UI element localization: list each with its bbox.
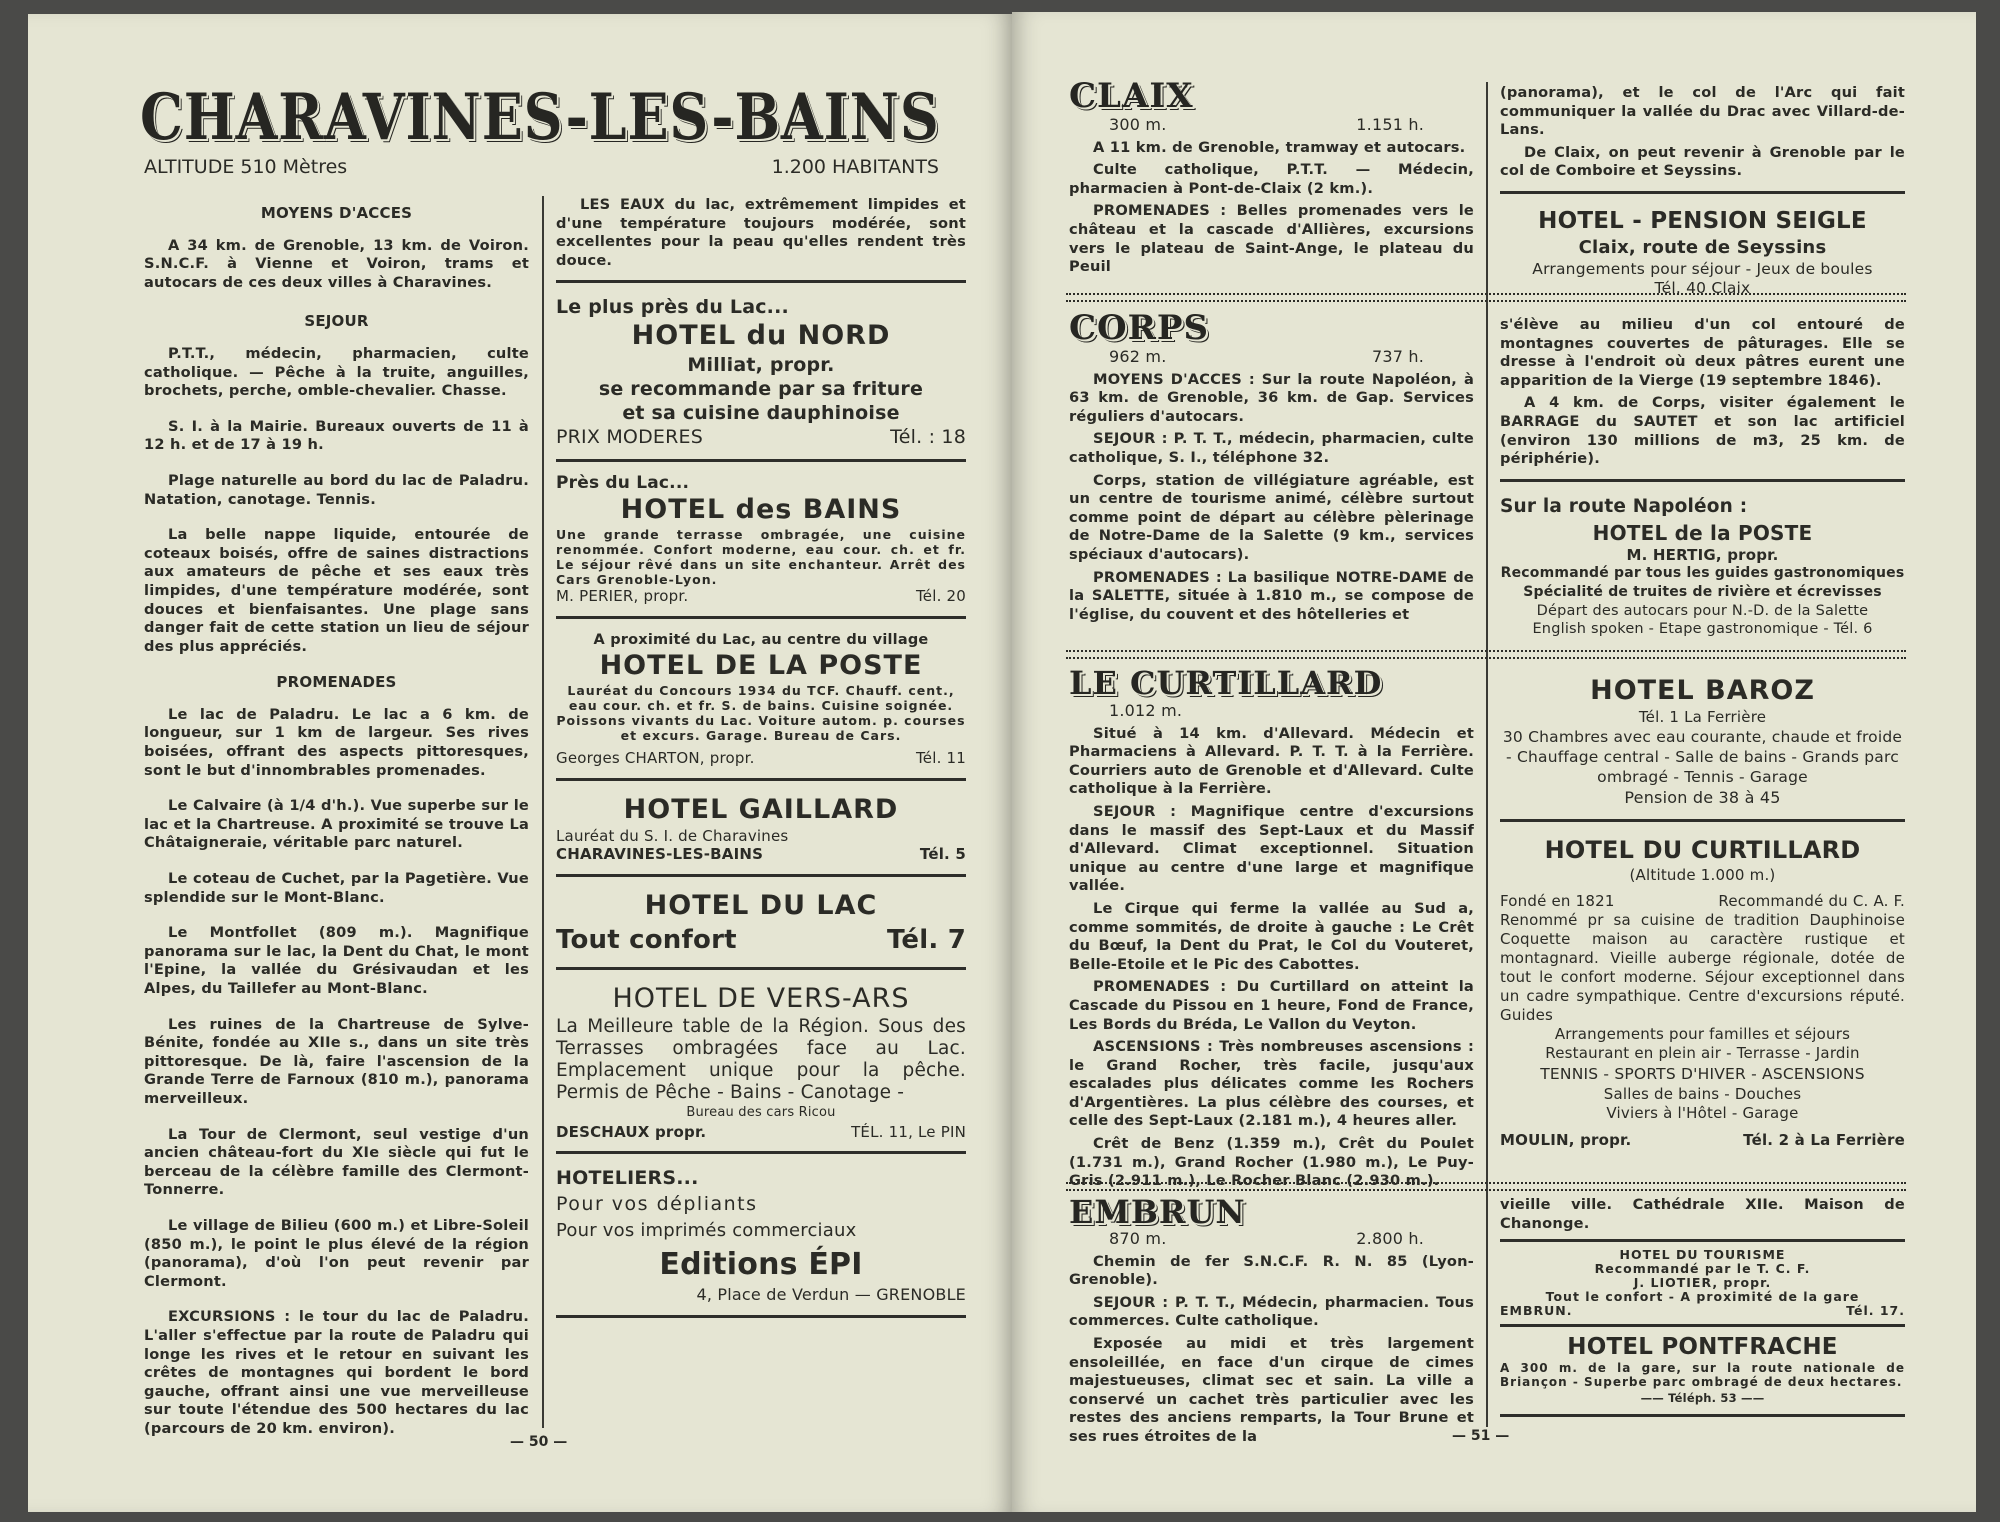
curtillard-ads xyxy=(1500,674,1905,1149)
ad-hotel-name: HOTEL DU LAC xyxy=(644,889,878,921)
ad-hotel-pontfrache xyxy=(1500,1333,1905,1408)
ad-line: Arrangements pour séjour - Jeux de boules xyxy=(1532,259,1873,278)
ad-line: Pour vos imprimés commerciaux xyxy=(556,1220,857,1242)
ad-hotel-du-tourisme xyxy=(1500,1248,1905,1318)
paragraph: SEJOUR : Magnifique centre d'excursions dans le massif des Sept-Laux et du Massif d'Allevard. Climat exceptionnel. Situation unique au centre d'une large et magnifique vallée. xyxy=(1069,802,1474,895)
ad-hotel-de-la-poste xyxy=(556,631,966,768)
ad-tel: TÉL. 11, Le PIN xyxy=(851,1122,966,1141)
hotel-ads-column xyxy=(556,196,966,1330)
altitude: 1.012 m. xyxy=(1109,701,1183,720)
ad-title: HOTELIERS... xyxy=(556,1167,699,1190)
ad-address: 4, Place de Verdun — GRENOBLE xyxy=(696,1285,966,1305)
section-heading: MOYENS D'ACCES xyxy=(260,204,413,222)
ad-line: Spécialité de truites de rivière et écrevisses xyxy=(1523,583,1882,600)
paragraph: La belle nappe liquide, entourée de coteaux boisés, offre de saines distractions aux amateurs de pêche et ses eaux très limpides, d'une température modérée, sont douces et bienfaisantes. Une plage sans danger fait de cette station un lieu de séjour des plus appréciés. xyxy=(144,526,529,655)
ad-tel: Tél. 2 à La Ferrière xyxy=(1743,1130,1905,1149)
ad-tagline: Sur la route Napoléon : xyxy=(1500,495,1748,517)
ad-owner: M. HERTIG, propr. xyxy=(1626,545,1779,564)
paragraph: (panorama), et le col de l'Arc qui fait communiquer la vallée du Drac avec Villard-de-Lans. xyxy=(1500,84,1905,139)
ad-line: se recommande par sa friture xyxy=(598,378,924,401)
paragraph: A 4 km. de Corps, visiter également le BARRAGE du SAUTET et son lac artificiel (environ 130 millions de m3, 25 km. de périphérie). xyxy=(1500,394,1905,468)
embrun-section xyxy=(1069,1194,1474,1451)
town-title: CLAIX xyxy=(1069,76,1194,116)
paragraph: SEJOUR : P. T. T., médecin, pharmacien, culte catholique, S. I., téléphone 32. xyxy=(1069,430,1474,466)
paragraph: LES EAUX du lac, extrêmement limpides et d'une température toujours modérée, sont excellentes pour la peau qu'elles rendent très douce. xyxy=(556,196,966,269)
rule xyxy=(556,967,966,970)
paragraph: MOYENS D'ACCES : Sur la route Napoléon, à 63 km. de Grenoble, 36 km. de Gap. Services réguliers d'autocars. xyxy=(1069,370,1474,425)
title-meta xyxy=(144,156,939,178)
rule xyxy=(1500,479,1905,482)
town-title: EMBRUN xyxy=(1069,1193,1246,1231)
ad-hotel-name: HOTEL DE LA POSTE xyxy=(599,650,923,682)
rule xyxy=(1500,1239,1905,1242)
inhabitants: 2.800 h. xyxy=(1356,1229,1424,1248)
ad-place: CHARAVINES-LES-BAINS xyxy=(556,845,764,864)
paragraph: ASCENSIONS : Très nombreuses ascensions : le Grand Rocher, très facile, jusqu'aux escalades plus délicates comme les Rochers d'Argentières. La plus célèbre des courses, et celle des Sept-Laux (2.181 m.), 4 heures aller. xyxy=(1069,1038,1474,1130)
ad-description: A 300 m. de la gare, sur la route nationale de Briançon - Superbe parc ombragé de deux hectares. xyxy=(1500,1361,1905,1390)
paragraph: Chemin de fer S.N.C.F. R. N. 85 (Lyon-Grenoble). xyxy=(1069,1252,1474,1289)
paragraph: Situé à 14 km. d'Allevard. Médecin et Pharmaciens à Allevard. P. T. T. à la Ferrière. Courriers auto de Grenoble et d'Allevard. Culte catholique à la Ferrière. xyxy=(1069,724,1474,798)
altitude: ALTITUDE 510 Mètres xyxy=(144,156,348,178)
ad-hotel-name: HOTEL - PENSION SEIGLE xyxy=(1538,207,1867,234)
ad-owner: J. LIOTIER, propr. xyxy=(1633,1275,1772,1291)
ad-tel: Tél. : 18 xyxy=(890,426,966,449)
paragraph: Le lac de Paladru. Le lac a 6 km. de longueur, sur 1 km de largeur. Ses rives boisées, offrant des aspects pittoresques, sont le but d'innombrables promenades. xyxy=(144,705,529,779)
ad-owner: M. PERIER, propr. xyxy=(556,586,689,605)
ad-hotel-name: HOTEL GAILLARD xyxy=(623,793,899,825)
ad-line: Départ des autocars pour N.-D. de la Salette xyxy=(1536,602,1869,619)
ad-owner: MOULIN, propr. xyxy=(1500,1130,1632,1149)
rule xyxy=(556,1151,966,1154)
column-divider xyxy=(1486,82,1488,1427)
ad-line: Tout le confort - A proximité de la gare xyxy=(1545,1289,1860,1305)
altitude: 870 m. xyxy=(1109,1229,1167,1248)
ad-hotel-de-la-poste-corps xyxy=(1500,494,1905,639)
ad-hotel-name: HOTEL de la POSTE xyxy=(1592,520,1813,545)
ad-tel: Tél. 20 xyxy=(915,586,966,605)
ad-prices: PRIX MODERES xyxy=(556,426,703,449)
paragraph: PROMENADES : La basilique NOTRE-DAME de la SALETTE, située à 1.810 m., se compose de l'église, du couvent et des hôtelleries et xyxy=(1069,568,1474,623)
ad-description: Lauréat du Concours 1934 du TCF. Chauff. cent., eau cour. ch. et fr. S. de bains. Cuisine soignée. Poissons vivants du Lac. Voiture autom. p. courses et excurs. Garage. Bureau de Cars. xyxy=(556,683,966,744)
ad-line: Recommandé par le T. C. F. xyxy=(1594,1261,1811,1277)
rule xyxy=(556,616,966,619)
ad-line: Tout confort xyxy=(556,924,737,955)
rule xyxy=(556,280,966,283)
paragraph: Plage naturelle au bord du lac de Paladru. Natation, canotage. Tennis. xyxy=(144,471,529,508)
rule xyxy=(1500,1324,1905,1327)
embrun-continued xyxy=(1500,1196,1905,1423)
ad-hotel-name: HOTEL DE VERS-ARS xyxy=(612,982,910,1014)
ad-hotel-gaillard xyxy=(556,793,966,864)
ad-hotel-pension-seigle xyxy=(1500,206,1905,297)
ad-description: La Meilleure table de la Région. Sous des Terrasses ombragées face au Lac. Emplacement unique pour la pêche. Permis de Pêche - Bains - Canotage - xyxy=(556,1015,966,1103)
altitude: 962 m. xyxy=(1109,347,1167,366)
ad-hotel-name: HOTEL BAROZ xyxy=(1590,675,1815,706)
page-number: — 51 — xyxy=(1452,1428,1510,1444)
inhabitants: 737 h. xyxy=(1371,347,1424,366)
rule xyxy=(1500,819,1905,822)
ad-editions-epi xyxy=(556,1166,966,1305)
paragraph: PROMENADES : Belles promenades vers le château et la cascade d'Allières, excursions vers le plateau de Saint-Ange, le plateau du Peuil xyxy=(1069,202,1474,276)
ad-tel: Tél. 17. xyxy=(1846,1303,1905,1319)
ad-hotel-du-nord xyxy=(556,295,966,449)
ad-tel: Tél. 1 La Ferrière xyxy=(1638,708,1767,726)
paragraph: Les ruines de la Chartreuse de Sylve-Bénite, fondée au XIIe s., dans un site très pittoresque. De là, faire l'ascension de la Grande Terre de Farnoux (810 m.), panorama merveilleux. xyxy=(144,1015,529,1107)
ad-hotel-name: HOTEL PONTFRACHE xyxy=(1567,1334,1838,1361)
paragraph: Le Cirque qui ferme la vallée au Sud a, comme sommités, de droite à gauche : Le Crêt du Bœuf, la Dent du Prat, le Col du Vouteret, Belle-Etoile et le Pic des Cabottes. xyxy=(1069,899,1474,973)
section-heading: SEJOUR xyxy=(304,312,369,331)
ad-line: Lauréat du S. I. de Charavines xyxy=(556,826,789,845)
ad-line: Viviers à l'Hôtel - Garage xyxy=(1606,1103,1799,1122)
paragraph: s'élève au milieu d'un col entouré de montagnes couvertes de pâturages. Elle se dresse à l'endroit où deux pâtres eurent une apparition de la Vierge (19 septembre 1846). xyxy=(1500,316,1905,389)
ad-place: EMBRUN. xyxy=(1500,1303,1573,1319)
ad-pension: Pension de 38 à 45 xyxy=(1624,787,1781,807)
rule xyxy=(556,459,966,462)
rule xyxy=(1500,191,1905,194)
corps-continued xyxy=(1500,316,1905,639)
claix-continued xyxy=(1500,84,1905,297)
ad-hotel-de-vers-ars xyxy=(556,982,966,1141)
charavines-text-column xyxy=(144,196,529,1455)
ad-address: Claix, route de Seyssins xyxy=(1578,236,1827,258)
paragraph: Exposée au midi et très largement ensoleillée, en face d'un cirque de cimes majestueuses, climat sec et sain. La ville a conservé un cachet très particulier avec les restes des anciens remparts, la Tour Brune et ses rues étroites de la xyxy=(1069,1334,1474,1445)
ad-description: Renommé pr sa cuisine de tradition Dauphinoise Coquette maison au caractère rustique et montagnard. Vieille auberge régionale, dotée de tout le confort moderne. Séjour exceptionnel dans un cadre sympathique. Centre d'excursions réputé. Guides xyxy=(1500,910,1905,1024)
paragraph: Culte catholique, P.T.T. — Médecin, pharmacien à Pont-de-Claix (2 km.). xyxy=(1069,161,1474,197)
ad-hotel-baroz xyxy=(1500,674,1905,809)
ad-tel: Tél. 7 xyxy=(886,924,966,955)
ad-line: et sa cuisine dauphinoise xyxy=(622,402,900,425)
paragraph: Corps, station de villégiature agréable, est un centre de tourisme animé, célèbre surtout comme point de départ au célèbre pèlerinage de Notre-Dame de la Salette (9 km., services spéciaux d'autocars). xyxy=(1069,471,1474,563)
paragraph: SEJOUR : P. T. T., Médecin, pharmacien. Tous commerces. Culte catholique. xyxy=(1069,1293,1474,1330)
section-heading: PROMENADES xyxy=(276,673,397,692)
town-title: LE CURTILLARD xyxy=(1069,664,1383,702)
ad-line: TENNIS - SPORTS D'HIVER - ASCENSIONS xyxy=(1540,1064,1865,1083)
ad-altitude: (Altitude 1.000 m.) xyxy=(1629,865,1776,884)
ad-line: Recommandé par tous les guides gastronomiques xyxy=(1500,565,1905,582)
ad-tagline: Près du Lac... xyxy=(556,473,690,494)
paragraph: La Tour de Clermont, seul vestige d'un ancien château-fort du XIe siècle qui fut le berceau de la célèbre famille des Clermont-Tonnerre. xyxy=(144,1125,529,1199)
paragraph: Crêt de Benz (1.359 m.), Crêt du Poulet (1.731 m.), Grand Rocher (1.980 m.), Le Puy-Gris (2.911 m.), Le Rocher Blanc (2.930 m.). xyxy=(1069,1135,1474,1190)
rule xyxy=(1500,1414,1905,1417)
paragraph: Le Calvaire (à 1/4 d'h.). Vue superbe sur le lac et la Chartreuse. A proximité se trouve La Châtaigneraie, véritable parc naturel. xyxy=(144,797,529,852)
paragraph: Le coteau de Cuchet, par la Pagetière. Vue splendide sur le Mont-Blanc. xyxy=(144,870,529,906)
paragraph: P.T.T., médecin, pharmacien, culte catholique. — Pêche à la truite, anguilles, brochets, perche, omble-chevalier. Chasse. xyxy=(144,344,529,400)
paragraph: A 34 km. de Grenoble, 13 km. de Voiron. S.N.C.F. à Vienne et Voiron, trams et autocars de ces deux villes à Charavines. xyxy=(144,236,529,291)
ad-line: Bureau des cars Ricou xyxy=(686,1104,836,1120)
paragraph: A 11 km. de Grenoble, tramway et autocars. xyxy=(1093,138,1466,156)
curtillard-section xyxy=(1069,664,1474,1195)
ad-tel: Tél. 40 Claix xyxy=(1654,278,1751,297)
paragraph: vieille ville. Cathédrale XIIe. Maison de Chanonge. xyxy=(1500,1196,1905,1232)
ad-line: Restaurant en plein air - Terrasse - Jardin xyxy=(1545,1043,1860,1062)
column-divider xyxy=(542,196,544,1428)
ad-tel: Tél. 5 xyxy=(919,845,966,864)
ad-tel: Tél. 11 xyxy=(915,749,966,768)
paragraph: PROMENADES : Du Curtillard on atteint la Cascade du Pissou en 1 heure, Fond de France, Les Bords du Bréda, Le Vallon du Veyton. xyxy=(1069,978,1474,1033)
ad-line: Recommandé du C. A. F. xyxy=(1718,892,1905,911)
paragraph: Le village de Bilieu (600 m.) et Libre-Soleil (850 m.), le point le plus élevé de la région (panorama), d'où l'on peut revenir par Clermont. xyxy=(144,1216,529,1290)
ad-line: Salles de bains - Douches xyxy=(1603,1084,1802,1103)
ad-hotel-du-lac xyxy=(556,889,966,957)
rule xyxy=(556,778,966,781)
ad-owner: DESCHAUX propr. xyxy=(556,1122,707,1141)
claix-section xyxy=(1069,76,1474,281)
rule xyxy=(556,874,966,877)
ad-owner: Georges CHARTON, propr. xyxy=(556,749,755,768)
ad-hotel-name: HOTEL DU TOURISME xyxy=(1619,1247,1786,1263)
ad-tagline: Le plus près du Lac... xyxy=(556,296,789,319)
ad-owner: Milliat, propr. xyxy=(687,354,835,377)
ad-description: Une grande terrasse ombragée, une cuisine renommée. Confort moderne, eau cour. ch. et fr. Le séjour rêvé dans un site enchanteur. Arrêt des Cars Grenoble-Lyon. xyxy=(556,526,966,587)
ad-tel: —— Téléph. 53 —— xyxy=(1640,1391,1765,1406)
inhabitants: 1.200 HABITANTS xyxy=(771,156,939,178)
ad-hotel-name: HOTEL des BAINS xyxy=(620,493,902,525)
paragraph: S. I. à la Mairie. Bureaux ouverts de 11 à 12 h. et de 17 à 19 h. xyxy=(144,417,529,454)
town-title: CORPS xyxy=(1069,308,1210,348)
page-title: CHARAVINES-LES-BAINS xyxy=(140,80,940,155)
ad-line: Arrangements pour familles et séjours xyxy=(1554,1024,1851,1043)
rule xyxy=(556,1315,966,1318)
ad-line: Pour vos dépliants xyxy=(556,1193,758,1216)
ad-line: English spoken - Etape gastronomique - Tél. 6 xyxy=(1532,621,1873,638)
ad-description: 30 Chambres avec eau courante, chaude et froide - Chauffage central - Salle de bains - Grands parc ombragé - Tennis - Garage xyxy=(1502,727,1903,786)
ad-tagline: A proximité du Lac, au centre du village xyxy=(593,631,929,648)
ad-line: Fondé en 1821 xyxy=(1500,892,1615,911)
ad-hotel-name: HOTEL du NORD xyxy=(631,320,891,352)
ad-hotel-du-curtillard xyxy=(1500,834,1905,1150)
corps-section xyxy=(1069,308,1474,628)
ad-hotel-name: HOTEL DU CURTILLARD xyxy=(1544,835,1861,864)
ad-hotel-des-bains xyxy=(556,474,966,605)
paragraph: EXCURSIONS : le tour du lac de Paladru. L'aller s'effectue par la route de Paladru qui longe les rives et le retour en suivant les crêtes de montagnes qui bordent le bord gauche, offrant ainsi une vue merveilleuse sur toute l'étendue des 500 hectares du lac (parcours de 20 km. environ). xyxy=(144,1308,529,1437)
dotted-separator xyxy=(1066,650,1906,659)
paragraph: Le Montfollet (809 m.). Magnifique panorama sur le lac, la Dent du Chat, le mont l'Epine, la vallée du Grésivaudan et les Alpes, du Taillefer au Mont-Blanc. xyxy=(144,924,529,997)
altitude: 300 m. xyxy=(1109,115,1167,134)
inhabitants: 1.151 h. xyxy=(1356,115,1424,134)
page-number: — 50 — xyxy=(510,1434,568,1450)
paragraph: De Claix, on peut revenir à Grenoble par le col de Comboire et Seyssins. xyxy=(1500,143,1905,180)
ad-name: Editions ÉPI xyxy=(659,1247,863,1283)
